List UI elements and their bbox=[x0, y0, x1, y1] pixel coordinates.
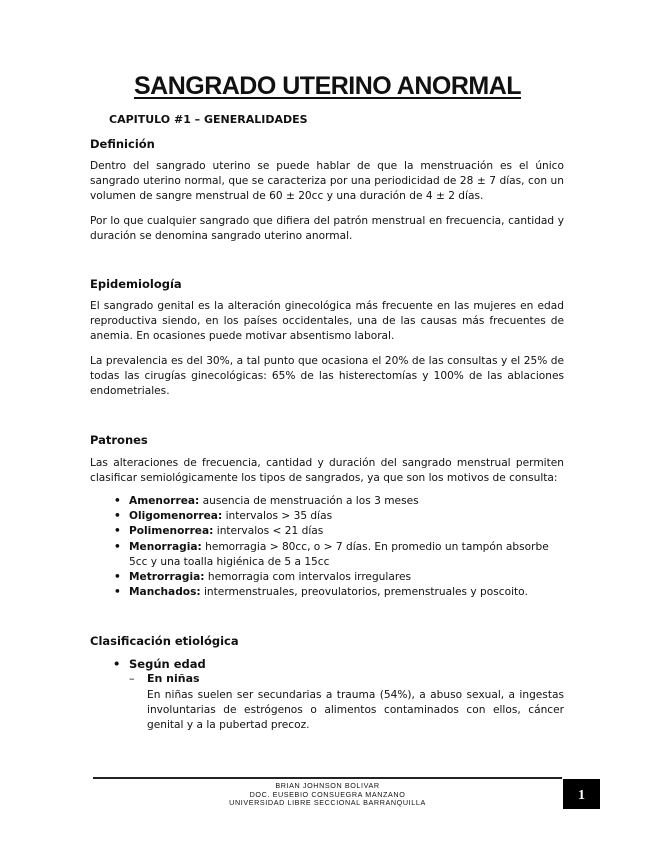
list-item-desc: ausencia de menstruación a los 3 meses bbox=[202, 495, 419, 507]
list-item-desc: intervalos < 21 días bbox=[216, 525, 324, 538]
list-item bbox=[90, 585, 564, 600]
bullet-icon: • bbox=[114, 586, 121, 599]
footer-divider bbox=[93, 777, 562, 779]
document-title: SANGRADO UTERINO ANORMAL bbox=[133, 72, 522, 100]
heading-definicion: Definición bbox=[90, 137, 155, 151]
list-item-term: Menorragia: bbox=[129, 540, 202, 553]
footer bbox=[93, 782, 562, 808]
heading-epidemiologia: Epidemiología bbox=[90, 277, 182, 291]
list-item bbox=[90, 570, 564, 585]
epidemiologia-paragraph-2: La prevalencia es del 30%, a tal punto que ocasiona el 20% de las consultas y el 25% de todas las cirugías ginecológicas: 65% de las histerectomías y 100% de las ablaciones endometriales. bbox=[90, 355, 564, 398]
bullet-icon: • bbox=[114, 495, 121, 507]
clasificacion-paragraph: En niñas suelen ser secundarias a trauma (54%), a abuso sexual, a ingestas involuntarias de estrógenos o alimentos contaminados con ellos, cáncer genital y a la pubertad precoz. bbox=[147, 689, 564, 732]
bullet-icon: • bbox=[114, 571, 121, 584]
list-item-term: Oligomenorrea: bbox=[129, 510, 223, 523]
list-item bbox=[90, 494, 564, 509]
chapter-subtitle: CAPITULO #1 – GENERALIDADES bbox=[109, 113, 308, 126]
heading-patrones: Patrones bbox=[90, 433, 148, 447]
list-item bbox=[90, 540, 564, 570]
footer-professor: DOC. EUSEBIO CONSUEGRA MANZANO bbox=[249, 789, 406, 799]
list-item-desc: hemorragia com intervalos irregulares bbox=[207, 571, 411, 584]
list-item-term: Polimenorrea: bbox=[129, 525, 214, 538]
definicion-paragraph-1: Dentro del sangrado uterino se puede hablar de que la menstruación es el único sangrado uterino normal, que se caracteriza por una periodicidad de 28 ± 7 días, con un volumen de sangre menstrual de 60 ± 20cc y una duración de 4 ± 2 días. bbox=[90, 160, 564, 203]
list-item-desc: intervalos > 35 días bbox=[225, 510, 333, 523]
footer-author: BRIAN JOHNSON BOLIVAR bbox=[275, 781, 380, 790]
patrones-list bbox=[90, 494, 564, 600]
page-number: 1 bbox=[563, 779, 600, 809]
epidemiologia-paragraph-1: El sangrado genital es la alteración ginecológica más frecuente en las mujeres en edad reproductiva siendo, en los países occidentales, una de las causas más frecuentes de anemia. En ocasiones puede motivar absentismo laboral. bbox=[90, 300, 564, 343]
patrones-intro: Las alteraciones de frecuencia, cantidad y duración del sangrado menstrual permiten clasificar semiológicamente los tipos de sangrados, ya que son los motivos de consulta: bbox=[90, 457, 564, 485]
clasificacion-bullet-label: Según edad bbox=[129, 657, 206, 671]
bullet-icon: • bbox=[114, 510, 121, 523]
heading-clasificacion: Clasificación etiológica bbox=[90, 634, 239, 648]
clasificacion-subitem-label: En niñas bbox=[147, 672, 200, 685]
list-item-desc: intermenstruales, preovulatorios, premenstruales y poscoito. bbox=[203, 586, 528, 599]
list-item-desc: hemorragia > 80cc, o > 7 días. En promedio un tampón absorbe 5cc y una toalla higiénica de 5 a 15cc bbox=[129, 540, 549, 568]
list-item-term: Metrorragia: bbox=[129, 571, 205, 584]
bullet-icon: • bbox=[114, 525, 121, 538]
bullet-icon: • bbox=[113, 657, 121, 671]
list-item-term: Manchados: bbox=[129, 586, 201, 599]
footer-university: UNIVERSIDAD LIBRE SECCIONAL BARRANQUILLA bbox=[229, 798, 426, 808]
list-item-term: Amenorrea: bbox=[129, 495, 200, 507]
dash-icon: – bbox=[129, 672, 135, 685]
definicion-paragraph-2: Por lo que cualquier sangrado que difiera del patrón menstrual en frecuencia, cantidad y duración se denomina sangrado uterino anormal. bbox=[90, 215, 564, 243]
bullet-icon: • bbox=[114, 540, 121, 553]
list-item bbox=[90, 509, 564, 524]
list-item bbox=[90, 524, 564, 539]
